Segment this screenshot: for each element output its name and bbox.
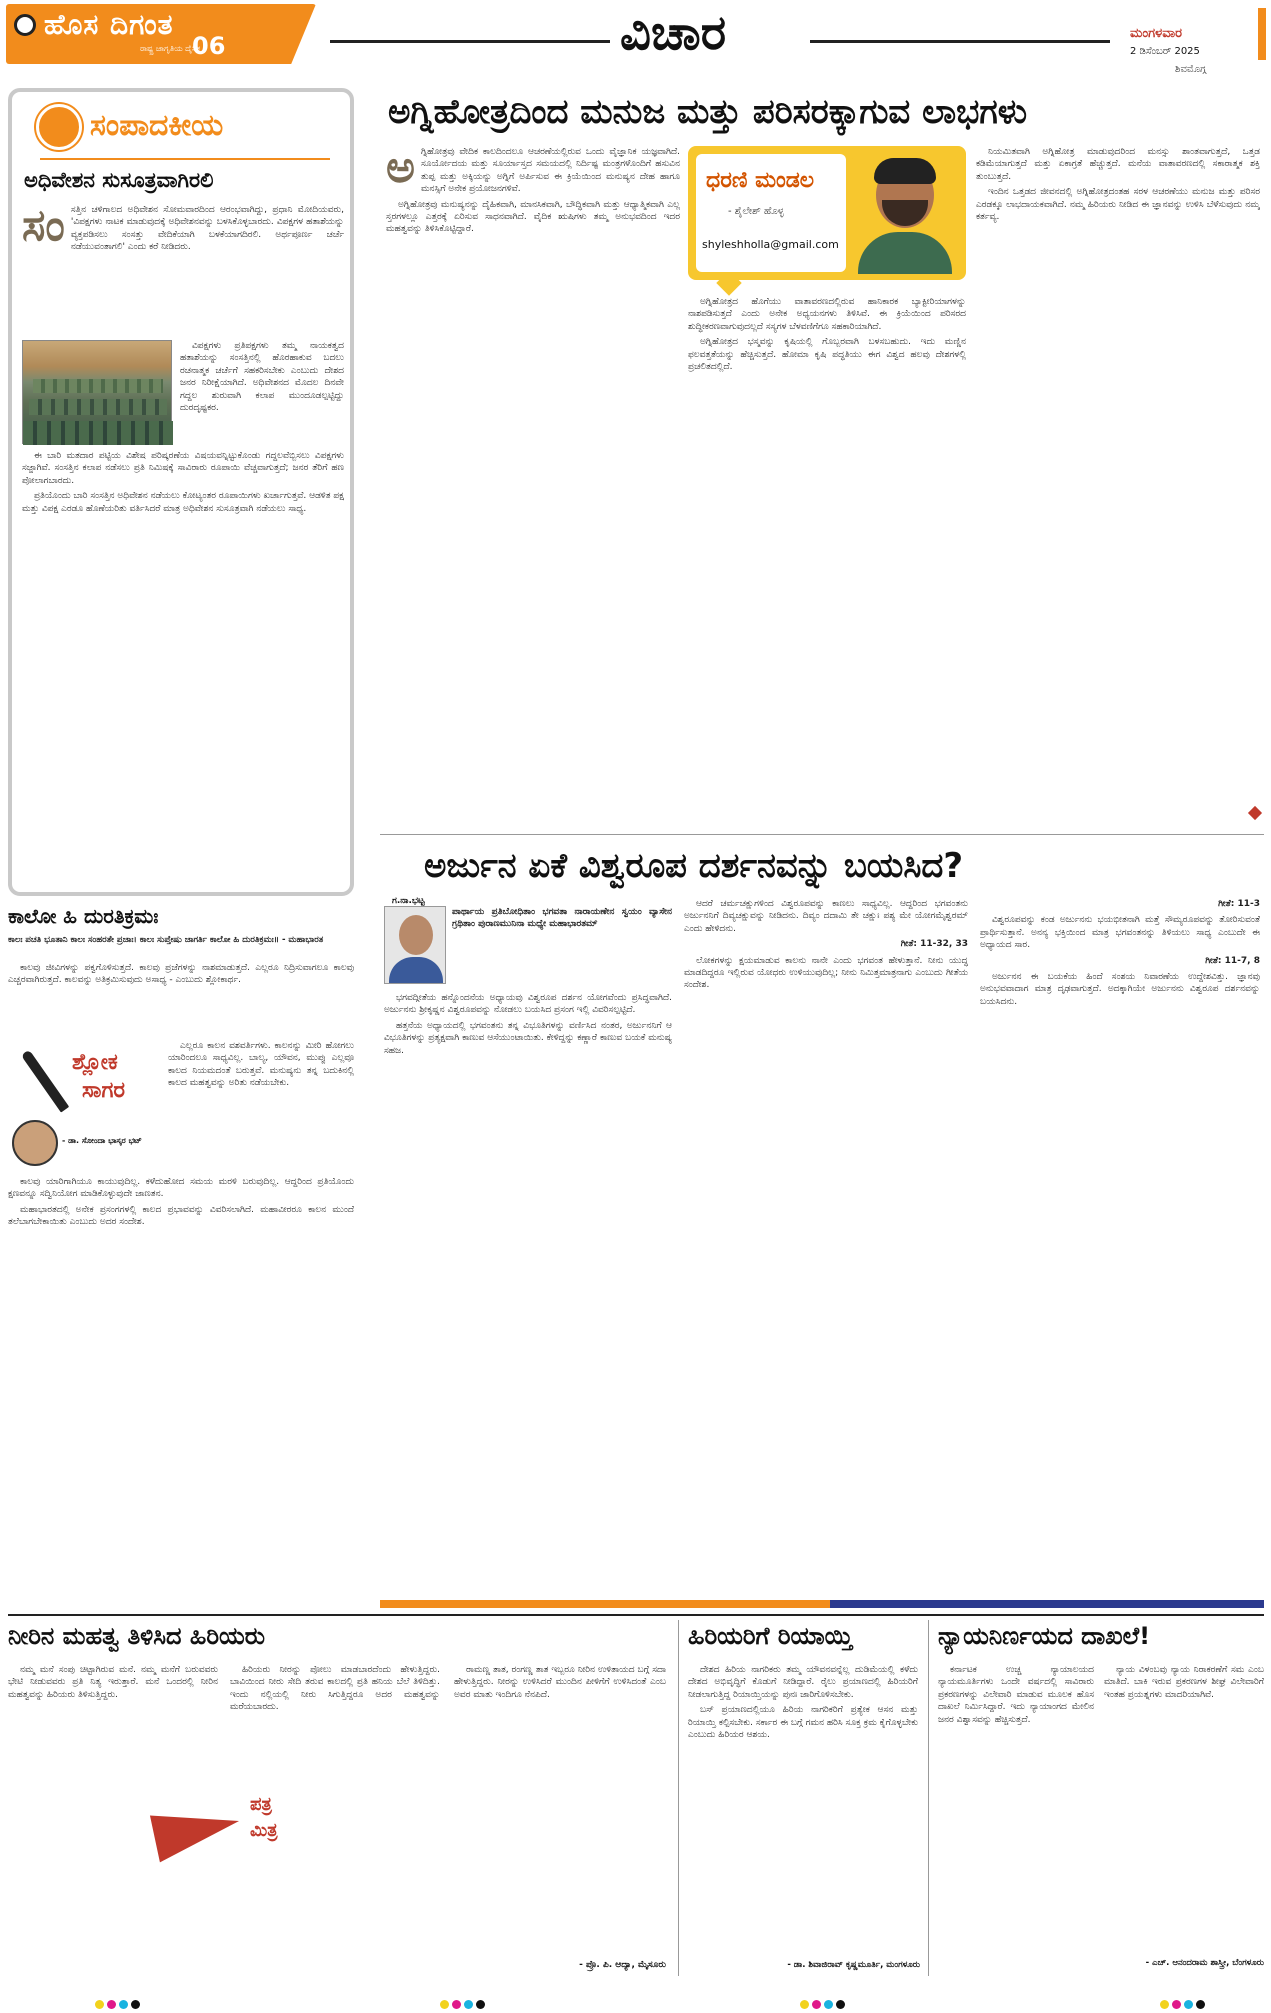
arjuna-col-1 xyxy=(384,992,672,1592)
editorial-body-side xyxy=(180,340,344,444)
letter2-para-1: ದೇಶದ ಹಿರಿಯ ನಾಗರಿಕರು ತಮ್ಮ ಯೌವನವನ್ನೆಲ್ಲ ದುಡಿಮೆಯಲ್ಲಿ ಕಳೆದು ದೇಶದ ಅಭಿವೃದ್ಧಿಗೆ ಕೊಡುಗೆ ನೀಡಿದ್ದಾರೆ. ರೈಲು ಪ್ರಯಾಣದಲ್ಲಿ ಹಿರಿಯರಿಗೆ ನೀಡಲಾಗುತ್ತಿದ್ದ ರಿಯಾಯ್ತಿಯನ್ನು ಪುನಃ ಜಾರಿಗೊಳಿಸಬೇಕು. xyxy=(688,1665,918,1700)
main-para-1: ಗ್ನಿಹೋತ್ರವು ವೇದಿಕ ಕಾಲದಿಂದಲೂ ಆಚರಣೆಯಲ್ಲಿರುವ ಒಂದು ವೈಜ್ಞಾನಿಕ ಯಜ್ಞವಾಗಿದೆ. ಸೂರ್ಯೋದಯ ಮತ್ತು ಸೂರ್ಯಾಸ್ತದ ಸಮಯದಲ್ಲಿ ನಿರ್ದಿಷ್ಟ ಮಂತ್ರಗಳೊಂದಿಗೆ ಹಸುವಿನ ತುಪ್ಪ ಮತ್ತು ಅಕ್ಕಿಯನ್ನು ಅಗ್ನಿಗೆ ಅರ್ಪಿಸುವ ಈ ಕ್ರಿಯೆಯಿಂದ ಮನುಷ್ಯನ ದೇಹ ಹಾಗೂ ಮನಸ್ಸಿಗೆ ಅನೇಕ ಪ್ರಯೋಜನಗಳಿವೆ. xyxy=(421,147,680,195)
masthead-edge-bar xyxy=(1258,8,1266,60)
registration-marks-4 xyxy=(1160,1994,1208,2013)
arjuna-para-6: ಅರ್ಜುನನ ಈ ಬಯಕೆಯ ಹಿಂದೆ ಸಂಶಯ ನಿವಾರಣೆಯ ಉದ್ದೇಶವಿತ್ತು. ಜ್ಞಾನವು ಅನುಭವವಾದಾಗ ಮಾತ್ರ ದೃಢವಾಗುತ್ತದೆ. ಅದಕ್ಕಾಗಿಯೇ ಅರ್ಜುನನು ವಿಶ್ವರೂಪ ದರ್ಶನವನ್ನು ಬಯಸಿದನು. xyxy=(980,972,1260,1007)
page-number: 06 xyxy=(192,32,226,60)
arjuna-col-2 xyxy=(684,898,968,1592)
letters-col-rule-1 xyxy=(678,1620,679,1976)
editorial-dropcap: ಸಂ xyxy=(22,204,65,251)
main-col-3 xyxy=(976,146,1260,826)
letter1-para-3: ರಾಮಣ್ಣ ತಾತ, ರಂಗಣ್ಣ ತಾತ ಇಬ್ಬರೂ ನೀರಿನ ಉಳಿತಾಯದ ಬಗ್ಗೆ ಸದಾ ಹೇಳುತ್ತಿದ್ದರು. ನೀರನ್ನು ಉಳಿಸಿದರೆ ಮುಂದಿನ ಪೀಳಿಗೆಗೆ ಉಳಿಸಿದಂತೆ ಎಂಬ ಅವರ ಮಾತು ಇಂದಿಗೂ ನೆನಪಿದೆ. xyxy=(454,1665,666,1700)
arjuna-col-3 xyxy=(980,898,1260,1592)
section-title: ವಿಚಾರ xyxy=(620,5,727,61)
column-author: - ಶೈಲೇಶ್ ಹೊಳ್ಳ xyxy=(728,206,784,217)
letter1-col-3 xyxy=(454,1664,666,1956)
shloka-badge-line1: ಶ್ಲೋಕ xyxy=(72,1050,118,1075)
masthead xyxy=(0,0,1271,72)
letter3-signature: - ಎಚ್. ಆನಂದರಾಮ ಶಾಸ್ತ್ರೀ, ಬೆಂಗಳೂರು xyxy=(1145,1958,1264,1968)
shloka-para-4: ಮಹಾಭಾರತದಲ್ಲಿ ಅನೇಕ ಪ್ರಸಂಗಗಳಲ್ಲಿ ಕಾಲದ ಪ್ರಭಾವವನ್ನು ವಿವರಿಸಲಾಗಿದೆ. ಮಹಾವೀರರೂ ಕಾಲನ ಮುಂದೆ ತಲೆಬಾಗಬೇಕಾಯಿತು ಎಂಬುದು ಅದರ ಸಂದೇಶ. xyxy=(8,1204,354,1228)
shloka-headline: ಕಾಲೋ ಹಿ ದುರತಿಕ್ರಮಃ xyxy=(8,904,159,928)
main-para-6: ಇಂದಿನ ಒತ್ತಡದ ಜೀವನದಲ್ಲಿ ಅಗ್ನಿಹೋತ್ರದಂತಹ ಸರಳ ಆಚರಣೆಯು ಮನುಜ ಮತ್ತು ಪರಿಸರ ಎರಡಕ್ಕೂ ಲಾಭದಾಯಕವಾಗಿದೆ. ನಮ್ಮ ಹಿರಿಯರು ನೀಡಿದ ಈ ಜ್ಞಾನವನ್ನು ಉಳಿಸಿ ಬೆಳೆಸುವುದು ನಮ್ಮ ಕರ್ತವ್ಯ. xyxy=(976,187,1260,223)
main-bottom-rule xyxy=(380,834,1264,835)
author-photo xyxy=(852,156,958,274)
letter3-para-1: ಕರ್ನಾಟಕ ಉಚ್ಚ ನ್ಯಾಯಾಲಯದ ನ್ಯಾಯಮೂರ್ತಿಗಳು ಒಂದೇ ವರ್ಷದಲ್ಲಿ ಸಾವಿರಾರು ಪ್ರಕರಣಗಳನ್ನು ವಿಲೇವಾರಿ ಮಾಡುವ ಮೂಲಕ ಹೊಸ ದಾಖಲೆ ನಿರ್ಮಿಸಿದ್ದಾರೆ. ಇದು ನ್ಯಾಯಾಂಗದ ಮೇಲಿನ ಜನರ ವಿಶ್ವಾಸವನ್ನು ಹೆಚ್ಚಿಸುತ್ತದೆ. xyxy=(938,1665,1094,1725)
letter2-body xyxy=(688,1664,918,1956)
main-para-5: ನಿಯಮಿತವಾಗಿ ಅಗ್ನಿಹೋತ್ರ ಮಾಡುವುದರಿಂದ ಮನಸ್ಸು ಶಾಂತವಾಗುತ್ತದೆ, ಒತ್ತಡ ಕಡಿಮೆಯಾಗುತ್ತದೆ ಮತ್ತು ಏಕಾಗ್ರತೆ ಹೆಚ್ಚುತ್ತದೆ. ಮನೆಯ ವಾತಾವರಣದಲ್ಲಿ ಸಕಾರಾತ್ಮಕ ಶಕ್ತಿ ತುಂಬುತ್ತದೆ. xyxy=(976,147,1260,182)
editorial-body xyxy=(22,204,344,334)
letter1-para-2: ಹಿರಿಯರು ನೀರನ್ನು ಪೋಲು ಮಾಡಬಾರದೆಂದು ಹೇಳುತ್ತಿದ್ದರು. ಬಾವಿಯಿಂದ ನೀರು ಸೇದಿ ತರುವ ಕಾಲದಲ್ಲಿ ಪ್ರತಿ ಹನಿಯ ಬೆಲೆ ತಿಳಿದಿತ್ತು. ಇಂದು ನಲ್ಲಿಯಲ್ಲಿ ನೀರು ಸಿಗುತ್ತಿದ್ದರೂ ಅದರ ಮಹತ್ವವನ್ನು ಮರೆಯಬಾರದು. xyxy=(230,1665,440,1713)
main-headline: ಅಗ್ನಿಹೋತ್ರದಿಂದ ಮನುಜ ಮತ್ತು ಪರಿಸರಕ್ಕಾಗುವ ಲಾಭಗಳು xyxy=(388,92,1028,132)
arjuna-para-4: ಲೋಕಗಳನ್ನು ಕ್ಷಯಮಾಡುವ ಕಾಲನು ನಾನೇ ಎಂದು ಭಗವಂತ ಹೇಳುತ್ತಾನೆ. ನೀನು ಯುದ್ಧ ಮಾಡದಿದ್ದರೂ ಇಲ್ಲಿರುವ ಯೋಧರು ಉಳಿಯುವುದಿಲ್ಲ; ನೀನು ನಿಮಿತ್ತಮಾತ್ರನಾಗು ಎಂಬುದು ಗೀತೆಯ ಸಂದೇಶ. xyxy=(684,955,968,991)
letters-col-rule-2 xyxy=(928,1620,929,1976)
quill-icon xyxy=(21,1049,69,1112)
arjuna-verse-b: ಗೀತೆ: 11-32, 33 xyxy=(900,939,968,950)
masthead-date: 2 ಡಿಸೆಂಬರ್ 2025 xyxy=(1130,46,1200,57)
masthead-tagline: ರಾಷ್ಟ್ರ ಜಾಗೃತಿಯ ದೈನಿಕ xyxy=(140,44,201,53)
editorial-para-4: ಪ್ರತಿಯೊಂದು ಬಾರಿ ಸಂಸತ್ತಿನ ಅಧಿವೇಶನ ನಡೆಯಲು ಕೋಟ್ಯಂತರ ರೂಪಾಯಿಗಳು ಖರ್ಚಾಗುತ್ತವೆ. ಆಡಳಿತ ಪಕ್ಷ ಮತ್ತು ವಿಪಕ್ಷ ಎರಡೂ ಹೊಣೆಯರಿತು ವರ್ತಿಸಿದರೆ ಮಾತ್ರ ಅಧಿವೇಶನ ಸುಸೂತ್ರವಾಗಿ ನಡೆಯಲು ಸಾಧ್ಯ. xyxy=(22,491,344,514)
editorial-para-1: ಸತ್ತಿನ ಚಳಿಗಾಲದ ಅಧಿವೇಶನ ಸೋಮವಾರದಿಂದ ಆರಂಭವಾಗಿದ್ದು, ಪ್ರಧಾನಿ ಮೋದಿಯವರು, 'ವಿಪಕ್ಷಗಳು ನಾಟಕ ಮಾಡುವುದಕ್ಕೆ ಅಧಿವೇಶನವನ್ನು ಬಳಸಿಕೊಳ್ಳಬಾರದು. ವಿಪಕ್ಷಗಳ ಹತಾಶೆಯನ್ನು ವ್ಯಕ್ತಪಡಿಸಲು ಸಂಸತ್ತು ವೇದಿಕೆಯಾಗಿ ಬಳಕೆಯಾಗದಿರಲಿ. ಅರ್ಥಪೂರ್ಣ ಚರ್ಚೆ ನಡೆಯುವಂತಾಗಲಿ' ಎಂದು ಕರೆ ನೀಡಿದರು. xyxy=(70,205,344,253)
letter1-headline: ನೀರಿನ ಮಹತ್ವ ತಿಳಿಸಿದ ಹಿರಿಯರು xyxy=(8,1622,266,1650)
letter2-headline: ಹಿರಿಯರಿಗೆ ರಿಯಾಯ್ತಿ xyxy=(688,1622,853,1650)
masthead-rule-right xyxy=(810,40,1110,43)
patra-badge-line2: ಮಿತ್ರ xyxy=(250,1820,278,1841)
editorial-badge-icon xyxy=(36,104,82,150)
column-title: ಧರಣಿ ಮಂಡಲ xyxy=(706,168,815,193)
arjuna-para-3: ಆದರೆ ಚರ್ಮಚಕ್ಷುಗಳಿಂದ ವಿಶ್ವರೂಪವನ್ನು ಕಾಣಲು ಸಾಧ್ಯವಿಲ್ಲ. ಆದ್ದರಿಂದ ಭಗವಂತನು ಅರ್ಜುನನಿಗೆ ದಿವ್ಯಚಕ್ಷುವನ್ನು ನೀಡಿದನು. ದಿವ್ಯಂ ದದಾಮಿ ತೇ ಚಕ್ಷುಃ ಪಶ್ಯ ಮೇ ಯೋಗಮೈಶ್ವರಮ್ ಎಂದು ಹೇಳಿದನು. xyxy=(684,899,968,934)
main-dropcap: ಅ xyxy=(386,146,415,193)
column-callout xyxy=(688,146,966,280)
letter2-para-2: ಬಸ್ ಪ್ರಯಾಣದಲ್ಲಿಯೂ ಹಿರಿಯ ನಾಗರಿಕರಿಗೆ ಪ್ರತ್ಯೇಕ ಆಸನ ಮತ್ತು ರಿಯಾಯ್ತಿ ಕಲ್ಪಿಸಬೇಕು. ಸರ್ಕಾರ ಈ ಬಗ್ಗೆ ಗಮನ ಹರಿಸಿ ಸೂಕ್ತ ಕ್ರಮ ಕೈಗೊಳ್ಳಬೇಕು ಎಂಬುದು ಹಿರಿಯರ ಆಶಯ. xyxy=(688,1705,918,1741)
letter1-signature: - ಪ್ರೊ. ಪಿ. ಆದ್ಯಾ, ಮೈಸೂರು xyxy=(579,1960,666,1970)
letter1-para-1: ನಮ್ಮ ಮನೆ ಸಂಪು ಚಿಟ್ಟಾಗಿರುವ ಮನೆ. ನಮ್ಮ ಮನೆಗೆ ಬರುವವರು ಭೇಟಿ ನೀಡುವವರು ಪ್ರತಿ ನಿತ್ಯ ಇರುತ್ತಾರೆ. ಮನೆ ಒಂದರಲ್ಲಿ ನೀರಿನ ಮಹತ್ವವನ್ನು ಹಿರಿಯರು ತಿಳಿಸುತ್ತಿದ್ದರು. xyxy=(8,1665,218,1700)
editorial-para-2: ವಿಪಕ್ಷಗಳು ಪ್ರತಿಪಕ್ಷಗಳು ತಮ್ಮ ನಾಯಕತ್ವದ ಹತಾಶೆಯನ್ನು ಸಂಸತ್ತಿನಲ್ಲಿ ಹೊರಹಾಕುವ ಬದಲು ರಚನಾತ್ಮಕ ಚರ್ಚೆಗೆ ಸಹಕರಿಸಬೇಕು ಎಂಬುದು ದೇಶದ ಜನರ ನಿರೀಕ್ಷೆಯಾಗಿದೆ. ಅಧಿವೇಶನದ ಮೊದಲ ದಿನವೇ ಗದ್ದಲ ಶುರುವಾಗಿ ಕಲಾಪ ಮುಂದೂಡಲ್ಪಟ್ಟಿದ್ದು ದುರದೃಷ್ಟಕರ. xyxy=(180,341,344,414)
shloka-badge-line2: ಸಾಗರ xyxy=(82,1078,125,1103)
shloka-badge xyxy=(10,1040,160,1170)
arjuna-para-5: ವಿಶ್ವರೂಪವನ್ನು ಕಂಡ ಅರ್ಜುನನು ಭಯಭೀತನಾಗಿ ಮತ್ತೆ ಸೌಮ್ಯರೂಪವನ್ನು ತೋರಿಸುವಂತೆ ಪ್ರಾರ್ಥಿಸುತ್ತಾನೆ. ಅನನ್ಯ ಭಕ್ತಿಯಿಂದ ಮಾತ್ರ ಭಗವಂತನನ್ನು ತಿಳಿಯಲು ಸಾಧ್ಯ ಎಂಬುದೇ ಈ ಅಧ್ಯಾಯದ ಸಾರ. xyxy=(980,915,1260,951)
editorial-badge-underline xyxy=(40,158,330,160)
masthead-title: ಹೊಸ ದಿಗಂತ xyxy=(44,8,174,41)
main-col-2 xyxy=(688,296,966,826)
arjuna-verse-d: ಗೀತೆ: 11-7, 8 xyxy=(1205,955,1260,966)
divider-blue-bar xyxy=(830,1600,1264,1608)
patra-badge-line1: ಪತ್ರ xyxy=(250,1794,272,1815)
masthead-city: ಶಿವಮೊಗ್ಗ xyxy=(1175,64,1207,75)
column-email: shyleshholla@gmail.com xyxy=(702,238,839,251)
letter2-signature: - ಡಾ. ಶಿವಾಜಿರಾವ್ ಕೃಷ್ಣಮೂರ್ತಿ, ಮಂಗಳೂರು xyxy=(787,1960,920,1970)
letter1-col-2 xyxy=(230,1664,440,1964)
shloka-body xyxy=(8,1176,354,1600)
arjuna-verse-c: ಗೀತೆ: 11-3 xyxy=(1218,899,1260,909)
arjuna-author: ಗ.ನಾ.ಭಟ್ಟ xyxy=(392,896,425,906)
letters-rule xyxy=(8,1614,1264,1616)
shloka-quote: ಕಾಲಃ ಪಚತಿ ಭೂತಾನಿ ಕಾಲಃ ಸಂಹರತೇ ಪ್ರಜಾಃ। ಕಾಲಃ ಸುಪ್ತೇಷು ಜಾಗರ್ತಿ ಕಾಲೋ ಹಿ ದುರತಿಕ್ರಮಃ॥ - ಮಹಾಭಾರತ xyxy=(8,935,324,945)
letter3-para-2: ನ್ಯಾಯ ವಿಳಂಬವು ನ್ಯಾಯ ನಿರಾಕರಣೆಗೆ ಸಮ ಎಂಬ ಮಾತಿದೆ. ಬಾಕಿ ಇರುವ ಪ್ರಕರಣಗಳ ಶೀಘ್ರ ವಿಲೇವಾರಿಗೆ ಇಂತಹ ಪ್ರಯತ್ನಗಳು ಮಾದರಿಯಾಗಿವೆ. xyxy=(1104,1665,1264,1700)
arjuna-para-2: ಹತ್ತನೆಯ ಅಧ್ಯಾಯದಲ್ಲಿ ಭಗವಂತನು ತನ್ನ ವಿಭೂತಿಗಳನ್ನು ವರ್ಣಿಸಿದ ನಂತರ, ಅರ್ಜುನನಿಗೆ ಆ ವಿಭೂತಿಗಳನ್ನು ಪ್ರತ್ಯಕ್ಷವಾಗಿ ಕಾಣುವ ಆಸೆಯುಂಟಾಯಿತು. ಕೇಳಿದ್ದನ್ನು ಕಣ್ಣಾರೆ ಕಾಣುವ ಬಯಕೆ ಮನುಷ್ಯ ಸಹಜ. xyxy=(384,1020,672,1056)
main-para-3: ಅಗ್ನಿಹೋತ್ರದ ಹೊಗೆಯು ವಾತಾವರಣದಲ್ಲಿರುವ ಹಾನಿಕಾರಕ ಬ್ಯಾಕ್ಟೀರಿಯಾಗಳನ್ನು ನಾಶಪಡಿಸುತ್ತದೆ ಎಂದು ಅನೇಕ ಅಧ್ಯಯನಗಳು ತಿಳಿಸಿವೆ. ಈ ಕ್ರಿಯೆಯಿಂದ ಪರಿಸರದ ಶುದ್ಧೀಕರಣವಾಗುವುದಲ್ಲದೆ ಸಸ್ಯಗಳ ಬೆಳವಣಿಗೆಗೂ ಸಹಕಾರಿಯಾಗಿದೆ. xyxy=(688,297,966,332)
parliament-photo xyxy=(22,340,172,444)
editorial-badge: ಸಂಪಾದಕೀಯ xyxy=(90,108,224,143)
letter3-headline: ನ್ಯಾಯನಿರ್ಣಯದ ದಾಖಲೆ! xyxy=(938,1622,1151,1650)
divider-orange-bar xyxy=(380,1600,830,1608)
arjuna-headline: ಅರ್ಜುನ ಏಕೆ ವಿಶ್ವರೂಪ ದರ್ಶನವನ್ನು ಬಯಸಿದ? xyxy=(424,846,964,886)
shloka-para-2: ಎಲ್ಲರೂ ಕಾಲನ ವಶವರ್ತಿಗಳು. ಕಾಲನನ್ನು ಮೀರಿ ಹೋಗಲು ಯಾರಿಂದಲೂ ಸಾಧ್ಯವಿಲ್ಲ. ಬಾಲ್ಯ, ಯೌವನ, ಮುಪ್ಪು ಎಲ್ಲವೂ ಕಾಲದ ನಿಯಮದಂತೆ ಬರುತ್ತವೆ. ಮನುಷ್ಯನು ತನ್ನ ಬದುಕಿನಲ್ಲಿ ಕಾಲದ ಮಹತ್ವವನ್ನು ಅರಿತು ನಡೆಯಬೇಕು. xyxy=(168,1041,354,1089)
shloka-para-3: ಕಾಲವು ಯಾರಿಗಾಗಿಯೂ ಕಾಯುವುದಿಲ್ಲ. ಕಳೆದುಹೋದ ಸಮಯ ಮರಳಿ ಬರುವುದಿಲ್ಲ. ಆದ್ದರಿಂದ ಪ್ರತಿಯೊಂದು ಕ್ಷಣವನ್ನೂ ಸದ್ವಿನಿಯೋಗ ಮಾಡಿಕೊಳ್ಳುವುದೇ ಜಾಣತನ. xyxy=(8,1177,354,1200)
main-para-2: ಅಗ್ನಿಹೋತ್ರವು ಮನುಷ್ಯನನ್ನು ದೈಹಿಕವಾಗಿ, ಮಾನಸಿಕವಾಗಿ, ಬೌದ್ಧಿಕವಾಗಿ ಮತ್ತು ಆಧ್ಯಾತ್ಮಿಕವಾಗಿ ಎಲ್ಲ ಸ್ತರಗಳಲ್ಲೂ ಎತ್ತರಕ್ಕೆ ಏರಿಸುವ ಸಾಧನವಾಗಿದೆ. ವೈದಿಕ ಋಷಿಗಳು ತಮ್ಮ ಅನುಭವದಿಂದ ಇದರ ಮಹತ್ವವನ್ನು ತಿಳಿಸಿಕೊಟ್ಟಿದ್ದಾರೆ. xyxy=(386,199,680,235)
editorial-headline: ಅಧಿವೇಶನ ಸುಸೂತ್ರವಾಗಿರಲಿ xyxy=(24,168,214,192)
registration-marks-2 xyxy=(440,1994,488,2013)
letter3-col-2 xyxy=(1104,1664,1264,1952)
main-para-4: ಅಗ್ನಿಹೋತ್ರದ ಭಸ್ಮವನ್ನು ಕೃಷಿಯಲ್ಲಿ ಗೊಬ್ಬರವಾಗಿ ಬಳಸಬಹುದು. ಇದು ಮಣ್ಣಿನ ಫಲವತ್ತತೆಯನ್ನು ಹೆಚ್ಚಿಸುತ್ತದೆ. ಹೋಮಾ ಕೃಷಿ ಪದ್ಧತಿಯು ಈಗ ವಿಶ್ವದ ಹಲವು ದೇಶಗಳಲ್ಲಿ ಪ್ರಚಲಿತದಲ್ಲಿದೆ. xyxy=(688,337,966,373)
shloka-intro xyxy=(8,962,354,1034)
column-callout-notch xyxy=(716,270,741,295)
shloka-author-photo xyxy=(12,1120,58,1166)
arjuna-author-photo xyxy=(384,906,446,984)
letter3-col-1 xyxy=(938,1664,1094,1964)
registration-marks-3 xyxy=(800,1994,848,2013)
arjuna-verse-a: ಪಾರ್ಥಾಯ ಪ್ರತಿಬೋಧಿತಾಂ ಭಗವತಾ ನಾರಾಯಣೇನ ಸ್ವಯಂ ವ್ಯಾಸೇನ ಗ್ರಥಿತಾಂ ಪುರಾಣಮುನಿನಾ ಮಧ್ಯೇ ಮಹಾಭಾರತಮ್ xyxy=(452,907,672,930)
shloka-para-1: ಕಾಲವು ಜೀವಿಗಳನ್ನು ಪಕ್ವಗೊಳಿಸುತ್ತದೆ. ಕಾಲವು ಪ್ರಜೆಗಳನ್ನು ನಾಶಮಾಡುತ್ತದೆ. ಎಲ್ಲರೂ ನಿದ್ರಿಸುವಾಗಲೂ ಕಾಲವು ಎಚ್ಚರವಾಗಿರುತ್ತದೆ. ಕಾಲವನ್ನು ಅತಿಕ್ರಮಿಸುವುದು ಅಸಾಧ್ಯ - ಎಂಬುದು ಶ್ಲೋಕಾರ್ಥ. xyxy=(8,963,354,986)
editorial-para-3: ಈ ಬಾರಿ ಮತದಾರ ಪಟ್ಟಿಯ ವಿಶೇಷ ಪರಿಷ್ಕರಣೆಯ ವಿಷಯವನ್ನಿಟ್ಟುಕೊಂಡು ಗದ್ದಲವೆಬ್ಬಿಸಲು ವಿಪಕ್ಷಗಳು ಸಜ್ಜಾಗಿವೆ. ಸಂಸತ್ತಿನ ಕಲಾಪ ನಡೆಸಲು ಪ್ರತಿ ನಿಮಿಷಕ್ಕೆ ಸಾವಿರಾರು ರೂಪಾಯಿ ವೆಚ್ಚವಾಗುತ್ತದೆ; ಜನರ ತೆರಿಗೆ ಹಣ ಪೋಲಾಗಬಾರದು. xyxy=(22,451,344,486)
masthead-day: ಮಂಗಳವಾರ xyxy=(1130,26,1183,41)
editorial-body-lower xyxy=(22,450,344,884)
shloka-author: - ಡಾ. ಸೋಂದಾ ಭಾಸ್ಕರ ಭಟ್ xyxy=(62,1136,142,1145)
masthead-logo-icon xyxy=(14,14,36,36)
main-col-1 xyxy=(386,146,680,826)
masthead-rule xyxy=(330,40,610,43)
shloka-side xyxy=(168,1040,354,1170)
arjuna-para-1: ಭಗವದ್ಗೀತೆಯ ಹನ್ನೊಂದನೆಯ ಅಧ್ಯಾಯವು ವಿಶ್ವರೂಪ ದರ್ಶನ ಯೋಗವೆಂದು ಪ್ರಸಿದ್ಧವಾಗಿದೆ. ಅರ್ಜುನನು ಶ್ರೀಕೃಷ್ಣನ ವಿಶ್ವರೂಪವನ್ನು ನೋಡಲು ಬಯಸಿದ ಪ್ರಸಂಗ ಇಲ್ಲಿ ವಿವರಿಸಲ್ಪಟ್ಟಿದೆ. xyxy=(384,993,672,1016)
registration-marks-1 xyxy=(95,1994,143,2013)
